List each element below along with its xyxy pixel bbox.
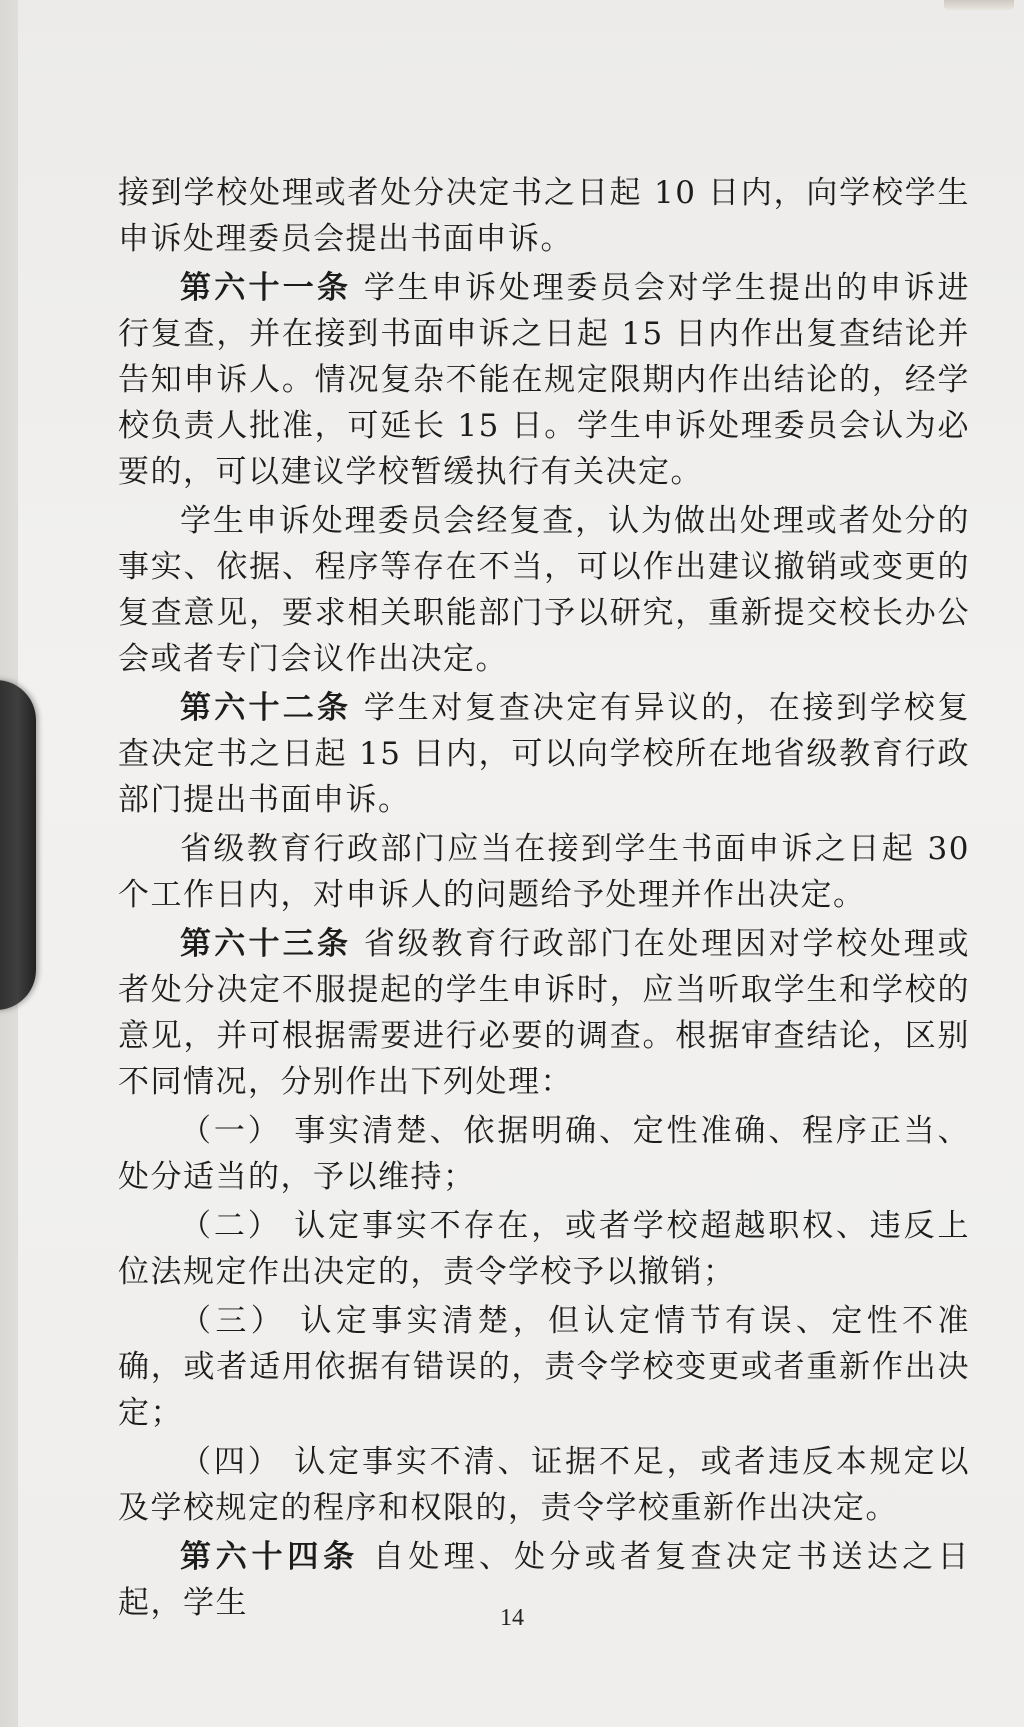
paragraph-5-text: 省级教育行政部门应当在接到学生书面申诉之日起 30 个工作日内，对申诉人的问题给予处理并作出决定。 <box>118 831 970 913</box>
article-64-text: 自处理、处分或者复查决定书送达之日起，学生 <box>118 1539 971 1621</box>
body-text <box>118 170 970 1629</box>
paragraph-1-text: 接到学校处理或者处分决定书之日起 10 日内，向学校学生申诉处理委员会提出书面申诉。 <box>118 175 970 257</box>
page-corner-tab <box>944 0 1014 10</box>
list-item-3-text: （三） 认定事实清楚，但认定情节有误、定性不准确，或者适用依据有错误的，责令学校变更或者重新作出决定； <box>118 1303 970 1431</box>
list-item-2-text: （二） 认定事实不存在，或者学校超越职权、违反上位法规定作出决定的，责令学校予以撤销； <box>118 1208 970 1290</box>
article-61-heading: 第六十一条 <box>180 270 352 306</box>
list-item-4 <box>118 1439 970 1531</box>
article-63-heading: 第六十三条 <box>180 926 352 962</box>
paragraph-3 <box>118 498 970 682</box>
paragraph-article-62 <box>118 685 970 823</box>
paragraph-article-63 <box>118 921 970 1105</box>
binder-clip <box>0 680 36 1010</box>
article-62-heading: 第六十二条 <box>180 690 352 726</box>
article-64-heading: 第六十四条 <box>180 1539 359 1575</box>
list-item-1 <box>118 1108 970 1200</box>
page-number: 14 <box>500 1605 524 1631</box>
list-item-4-text: （四） 认定事实不清、证据不足，或者违反本规定以及学校规定的程序和权限的，责令学校重新作出决定。 <box>118 1444 970 1526</box>
paragraph-article-61 <box>118 265 970 495</box>
list-item-1-text: （一） 事实清楚、依据明确、定性准确、程序正当、处分适当的，予以维持； <box>118 1113 970 1195</box>
list-item-2 <box>118 1203 970 1295</box>
list-item-3 <box>118 1298 970 1436</box>
paragraph-3-text: 学生申诉处理委员会经复查，认为做出处理或者处分的事实、依据、程序等存在不当，可以作出建议撤销或变更的复查意见，要求相关职能部门予以研究，重新提交校长办公会或者专门会议作出决定。 <box>118 503 970 677</box>
paragraph-1 <box>118 170 970 262</box>
article-61-text: 学生申诉处理委员会对学生提出的申诉进行复查，并在接到书面申诉之日起 15 日内作出复查结论并告知申诉人。情况复杂不能在规定限期内作出结论的，经学校负责人批准，可延长 15 日。学生申诉处理委员会认为必要的，可以建议学校暂缓执行有关决定。 <box>118 270 971 490</box>
article-62-text: 学生对复查决定有异议的，在接到学校复查决定书之日起 15 日内，可以向学校所在地省级教育行政部门提出书面申诉。 <box>118 690 971 818</box>
paragraph-5 <box>118 826 970 918</box>
article-63-text: 省级教育行政部门在处理因对学校处理或者处分决定不服提起的学生申诉时，应当听取学生和学校的意见，并可根据需要进行必要的调查。根据审查结论，区别不同情况，分别作出下列处理： <box>118 926 971 1100</box>
